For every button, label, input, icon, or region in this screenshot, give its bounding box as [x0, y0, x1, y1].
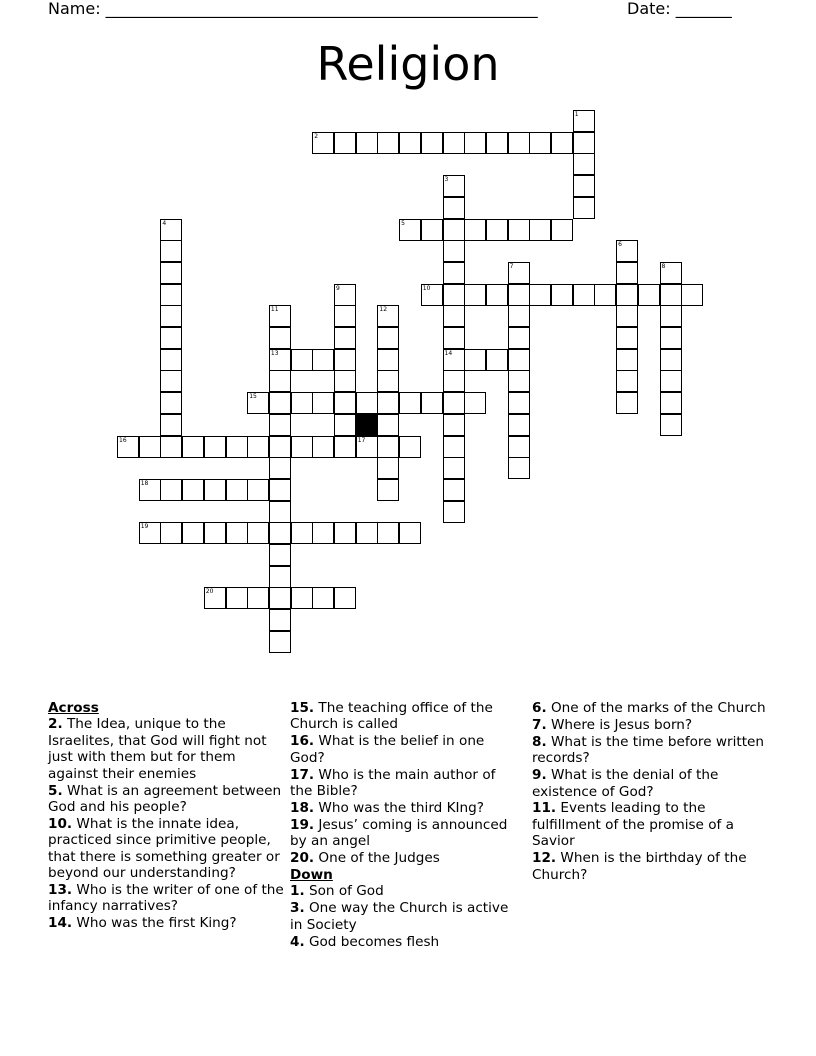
grid-cell[interactable]: [508, 349, 530, 371]
grid-cell[interactable]: [551, 219, 573, 241]
grid-cell[interactable]: [443, 284, 465, 306]
grid-cell[interactable]: [551, 284, 573, 306]
grid-cell[interactable]: [377, 479, 399, 501]
grid-cell[interactable]: [443, 370, 465, 392]
grid-cell[interactable]: [616, 240, 638, 262]
grid-cell[interactable]: [334, 349, 356, 371]
clue-across-18: 18. Who was the third KIng?: [290, 799, 485, 816]
clue-down-9: 9. What is the denial of the existence of God?: [532, 767, 719, 800]
grid-cell[interactable]: [377, 414, 399, 436]
grid-cell[interactable]: [660, 284, 682, 306]
grid-cell[interactable]: [312, 132, 334, 154]
grid-cell[interactable]: [573, 153, 595, 175]
grid-cell[interactable]: [421, 219, 443, 241]
grid-cell[interactable]: [160, 284, 182, 306]
grid-cell[interactable]: [160, 349, 182, 371]
grid-cell[interactable]: [182, 436, 204, 458]
grid-cell[interactable]: [508, 436, 530, 458]
grid-cell[interactable]: [616, 370, 638, 392]
grid-cell[interactable]: [443, 436, 465, 458]
grid-cell[interactable]: [117, 436, 139, 458]
grid-cell[interactable]: [312, 392, 334, 414]
clue-number: 18: [140, 479, 149, 487]
grid-cell[interactable]: [660, 262, 682, 284]
clue-number: 11: [270, 306, 279, 314]
grid-cell[interactable]: [594, 284, 616, 306]
clue-number: 14: [444, 349, 453, 357]
clues-column-2: [290, 700, 522, 951]
grid-cell[interactable]: [377, 349, 399, 371]
grid-cell[interactable]: [312, 349, 334, 371]
grid-cell[interactable]: [312, 436, 334, 458]
grid-cell[interactable]: [160, 414, 182, 436]
grid-cell[interactable]: [269, 544, 291, 566]
grid-cell[interactable]: [573, 197, 595, 219]
name-field[interactable]: Name: ______________________________________________________: [48, 0, 538, 18]
grid-cell[interactable]: [377, 370, 399, 392]
clue-across-14: 14. Who was the first King?: [48, 915, 237, 932]
grid-cell[interactable]: [334, 414, 356, 436]
grid-cell[interactable]: [399, 132, 421, 154]
grid-cell[interactable]: [204, 522, 226, 544]
clue-number: 16: [119, 436, 127, 444]
grid-cell[interactable]: [160, 522, 182, 544]
grid-cell[interactable]: [638, 284, 660, 306]
grid-cell[interactable]: [377, 436, 399, 458]
grid-cell[interactable]: [269, 392, 291, 414]
clue-down-7: 7. Where is Jesus born?: [532, 716, 693, 733]
grid-cell[interactable]: [269, 479, 291, 501]
across-heading: Across: [48, 700, 99, 716]
grid-cell[interactable]: [291, 522, 313, 544]
clue-number: 4: [162, 219, 167, 227]
grid-cell[interactable]: [160, 240, 182, 262]
clues-column-1: [48, 700, 286, 932]
grid-cell[interactable]: [312, 522, 334, 544]
grid-cell[interactable]: [139, 479, 161, 501]
grid-cell[interactable]: [443, 262, 465, 284]
grid-cell[interactable]: [269, 414, 291, 436]
grid-cell[interactable]: [443, 414, 465, 436]
clues-column-3: [532, 700, 768, 883]
grid-cell[interactable]: [399, 392, 421, 414]
clue-number: 6: [618, 241, 622, 249]
grid-cell[interactable]: [334, 370, 356, 392]
grid-cell[interactable]: [247, 479, 269, 501]
clue-down-8: 8. What is the time before written records?: [532, 733, 765, 767]
grid-cell[interactable]: [508, 284, 530, 306]
grid-cell[interactable]: [660, 370, 682, 392]
grid-cell[interactable]: [551, 132, 573, 154]
grid-cell[interactable]: [334, 587, 356, 609]
clue-across-10: 10. What is the innate idea, practiced since primitive people, that there is something greater or beyond our understanding?: [48, 815, 280, 882]
grid-cell[interactable]: [312, 587, 334, 609]
clue-across-20: 20. One of the Judges: [290, 850, 440, 867]
grid-cell[interactable]: [160, 327, 182, 349]
clue-number: 8: [661, 262, 666, 270]
grid-cell[interactable]: [269, 566, 291, 588]
grid-cell[interactable]: [160, 305, 182, 327]
grid-cell[interactable]: [443, 305, 465, 327]
grid-cell[interactable]: [443, 479, 465, 501]
grid-cell[interactable]: [377, 132, 399, 154]
grid-cell[interactable]: [529, 284, 551, 306]
grid-cell[interactable]: [573, 110, 595, 132]
grid-cell[interactable]: [508, 370, 530, 392]
grid-cell[interactable]: [269, 305, 291, 327]
grid-cell[interactable]: [204, 587, 226, 609]
grid-cell[interactable]: [160, 479, 182, 501]
grid-cell[interactable]: [204, 479, 226, 501]
grid-cell[interactable]: [681, 284, 703, 306]
grid-cell[interactable]: [291, 392, 313, 414]
grid-cell[interactable]: [269, 349, 291, 371]
grid-cell[interactable]: [508, 132, 530, 154]
grid-cell[interactable]: [508, 457, 530, 479]
page-title: Religion: [316, 37, 500, 91]
grid-cell[interactable]: [356, 392, 378, 414]
clue-across-5: 5. What is an agreement between God and his people?: [48, 782, 282, 815]
grid-cell[interactable]: [182, 479, 204, 501]
grid-cell[interactable]: [160, 436, 182, 458]
black-cell: [356, 414, 378, 436]
grid-cell[interactable]: [508, 305, 530, 327]
grid-cell[interactable]: [182, 522, 204, 544]
clue-across-15: 15. The teaching office of the Church is called: [290, 700, 493, 733]
grid-cell[interactable]: [269, 587, 291, 609]
grid-cell[interactable]: [464, 392, 486, 414]
grid-cell[interactable]: [486, 284, 508, 306]
grid-cell[interactable]: [160, 370, 182, 392]
grid-cell[interactable]: [443, 392, 465, 414]
grid-cell[interactable]: [226, 587, 248, 609]
grid-cell[interactable]: [660, 349, 682, 371]
grid-cell[interactable]: [226, 436, 248, 458]
grid-cell[interactable]: [464, 284, 486, 306]
grid-cell[interactable]: [291, 349, 313, 371]
grid-cell[interactable]: [660, 392, 682, 414]
date-field[interactable]: Date: _______: [627, 0, 732, 18]
grid-cell[interactable]: [377, 522, 399, 544]
grid-cell[interactable]: [377, 457, 399, 479]
grid-cell[interactable]: [443, 349, 465, 371]
grid-cell[interactable]: [529, 219, 551, 241]
grid-cell[interactable]: [616, 262, 638, 284]
grid-cell[interactable]: [486, 349, 508, 371]
grid-cell[interactable]: [356, 436, 378, 458]
grid-cell[interactable]: [269, 631, 291, 653]
grid-cell[interactable]: [660, 414, 682, 436]
clue-number: 1: [574, 111, 579, 118]
grid-cell[interactable]: [616, 392, 638, 414]
grid-cell[interactable]: [443, 457, 465, 479]
grid-cell[interactable]: [204, 436, 226, 458]
grid-cell[interactable]: [529, 132, 551, 154]
clue-across-19: 19. Jesus’ coming is announced by an angel: [290, 816, 508, 850]
grid-cell[interactable]: [443, 240, 465, 262]
grid-cell[interactable]: [464, 219, 486, 241]
grid-cell[interactable]: [377, 327, 399, 349]
grid-cell[interactable]: [616, 349, 638, 371]
grid-cell[interactable]: [291, 436, 313, 458]
grid-cell[interactable]: [139, 436, 161, 458]
clue-across-2: 2. The Idea, unique to the Israelites, that God will fight not just with them but for them against their enemies: [48, 716, 267, 782]
grid-cell[interactable]: [334, 327, 356, 349]
grid-cell[interactable]: [660, 327, 682, 349]
clue-number: 15: [249, 393, 257, 401]
grid-cell[interactable]: [573, 132, 595, 154]
grid-cell[interactable]: [334, 284, 356, 306]
grid-cell[interactable]: [226, 522, 248, 544]
grid-cell[interactable]: [334, 436, 356, 458]
grid-cell[interactable]: [508, 414, 530, 436]
grid-cell[interactable]: [443, 219, 465, 241]
clue-number: 3: [444, 176, 449, 184]
grid-cell[interactable]: [486, 132, 508, 154]
grid-cell[interactable]: [247, 392, 269, 414]
grid-cell[interactable]: [269, 609, 291, 631]
clue-number: 5: [401, 219, 405, 227]
grid-cell[interactable]: [399, 436, 421, 458]
grid-cell[interactable]: [334, 305, 356, 327]
clue-down-4: 4. God becomes flesh: [290, 933, 440, 950]
grid-cell[interactable]: [160, 262, 182, 284]
grid-cell[interactable]: [486, 219, 508, 241]
grid-cell[interactable]: [160, 392, 182, 414]
grid-cell[interactable]: [616, 327, 638, 349]
clue-across-13: 13. Who is the writer of one of the infancy narratives?: [48, 881, 284, 915]
grid-cell[interactable]: [660, 305, 682, 327]
grid-cell[interactable]: [399, 522, 421, 544]
grid-cell[interactable]: [616, 284, 638, 306]
grid-cell[interactable]: [464, 132, 486, 154]
grid-cell[interactable]: [247, 587, 269, 609]
clue-down-11: 11. Events leading to the fulfillment of the promise of a Savior: [532, 800, 734, 850]
grid-cell[interactable]: [464, 349, 486, 371]
clue-number: 7: [509, 262, 514, 270]
grid-cell[interactable]: [443, 327, 465, 349]
grid-cell[interactable]: [291, 587, 313, 609]
grid-cell[interactable]: [421, 284, 443, 306]
clue-down-3: 3. One way the Church is active in Society: [290, 900, 509, 933]
grid-cell[interactable]: [269, 370, 291, 392]
grid-cell[interactable]: [443, 175, 465, 197]
clue-across-16: 16. What is the belief in one God?: [290, 733, 485, 766]
grid-cell[interactable]: [573, 284, 595, 306]
grid-cell[interactable]: [573, 175, 595, 197]
grid-cell[interactable]: [616, 305, 638, 327]
clue-number: 17: [357, 436, 366, 444]
clue-down-6: 6. One of the marks of the Church: [532, 700, 766, 716]
clue-number: 20: [205, 588, 214, 596]
clue-across-17: 17. Who is the main author of the Bible?: [290, 766, 496, 800]
grid-cell[interactable]: [247, 522, 269, 544]
grid-cell[interactable]: [269, 522, 291, 544]
clue-number: 19: [140, 523, 149, 531]
clue-number: 13: [270, 349, 279, 357]
grid-cell[interactable]: [443, 501, 465, 523]
grid-cell[interactable]: [508, 392, 530, 414]
grid-cell[interactable]: [226, 479, 248, 501]
grid-cell[interactable]: [334, 392, 356, 414]
grid-cell[interactable]: [421, 392, 443, 414]
down-heading: Down: [290, 867, 333, 884]
grid-cell[interactable]: [139, 522, 161, 544]
grid-cell[interactable]: [508, 327, 530, 349]
clue-number: 9: [336, 284, 340, 292]
grid-cell[interactable]: [269, 501, 291, 523]
grid-cell[interactable]: [356, 132, 378, 154]
grid-cell[interactable]: [269, 457, 291, 479]
grid-cell[interactable]: [247, 436, 269, 458]
grid-cell[interactable]: [334, 522, 356, 544]
grid-cell[interactable]: [421, 132, 443, 154]
grid-cell[interactable]: [334, 132, 356, 154]
grid-cell[interactable]: [443, 197, 465, 219]
grid-cell[interactable]: [269, 436, 291, 458]
grid-cell[interactable]: [377, 392, 399, 414]
grid-cell[interactable]: [377, 305, 399, 327]
grid-cell[interactable]: [269, 327, 291, 349]
grid-cell[interactable]: [399, 219, 421, 241]
clue-number: 12: [379, 306, 388, 314]
grid-cell[interactable]: [356, 522, 378, 544]
clue-down-12: 12. When is the birthday of the Church?: [532, 850, 747, 883]
grid-cell[interactable]: [508, 262, 530, 284]
clue-number: 2: [314, 132, 319, 140]
clue-number: 10: [422, 284, 431, 292]
grid-cell[interactable]: [508, 219, 530, 241]
clue-down-1: 1. Son of God: [290, 883, 384, 900]
grid-cell[interactable]: [443, 132, 465, 154]
grid-cell[interactable]: [160, 219, 182, 241]
